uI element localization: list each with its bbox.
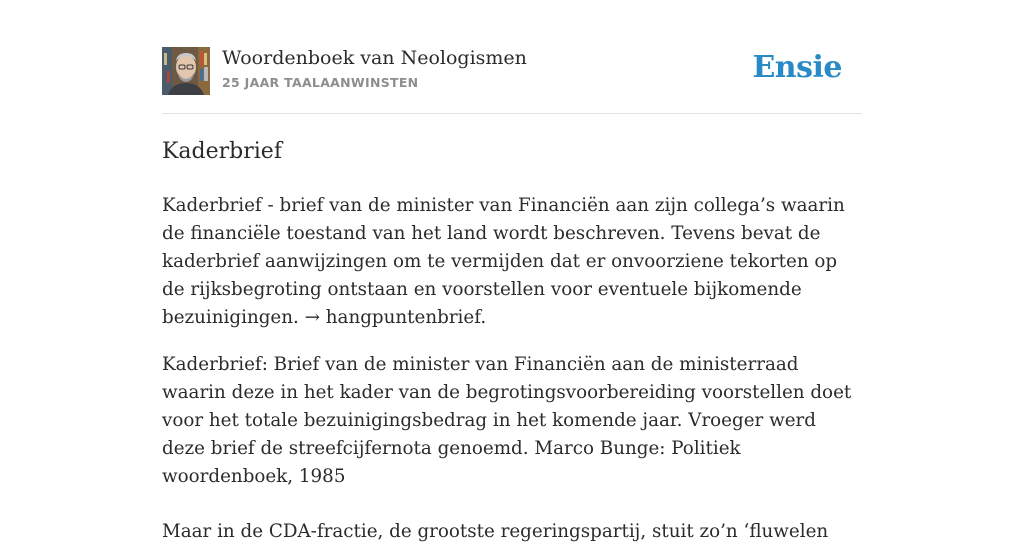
site-title[interactable]: Woordenboek van Neologismen bbox=[222, 47, 527, 69]
crossref-link[interactable]: hangpuntenbrief bbox=[325, 307, 481, 328]
entry-content bbox=[162, 137, 862, 546]
avatar[interactable] bbox=[162, 47, 210, 95]
page-title: Kaderbrief bbox=[162, 139, 282, 164]
ensie-logo[interactable]: Ensie bbox=[752, 50, 842, 85]
header-divider bbox=[162, 113, 862, 114]
site-subtitle: 25 JAAR TAALAANWINSTEN bbox=[222, 75, 419, 90]
crossref-end: . bbox=[480, 307, 487, 328]
example-paragraph: Maar in de CDA-fractie, de grootste regeringspartij, stuit zo’n ‘fluwelen bbox=[162, 521, 829, 542]
site-header bbox=[162, 46, 862, 96]
author-portrait-image bbox=[162, 47, 210, 95]
definition-text: Kaderbrief - brief van de minister van Financiën aan zijn collega’s waarin de financiële toestand van het land wordt beschreven. Tevens bevat de kaderbrief aanwijzingen om te vermijden dat er onvoorziene tekorten op de rijksbegroting ontstaan en voorstellen voor eventuele bijkomende bezuinigingen. bbox=[162, 195, 845, 328]
arrow-right-icon: → bbox=[304, 307, 320, 328]
quote-paragraph: Kaderbrief: Brief van de minister van Financiën aan de ministerraad waarin deze in het kader van de begrotingsvoorbereiding voorstellen doet voor het totale bezuinigingsbedrag in het komende jaar. Vroeger werd deze brief de streefcijfernota genoemd. Marco Bunge: Politiek woordenboek, 1985 bbox=[162, 354, 852, 487]
definition-paragraph bbox=[162, 192, 862, 332]
